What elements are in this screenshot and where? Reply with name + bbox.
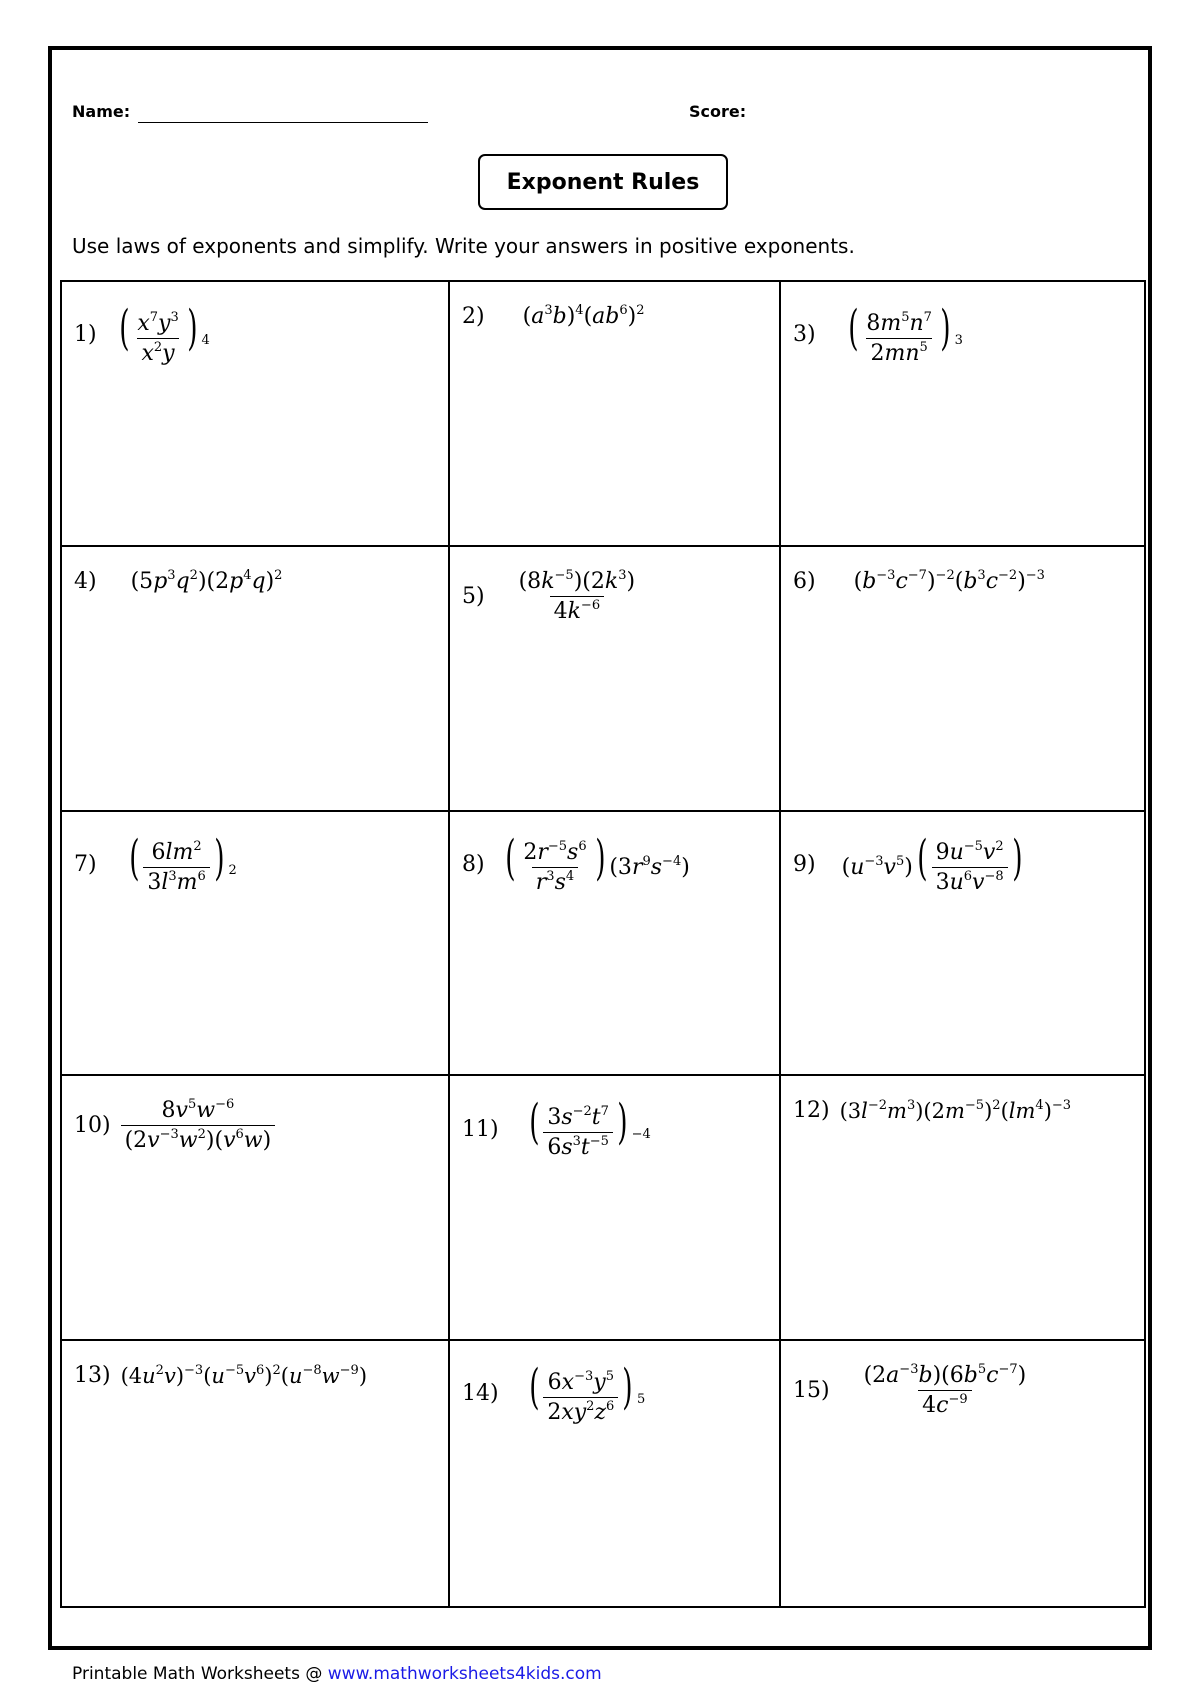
name-label: Name: [72, 102, 131, 121]
problem-cell [62, 812, 450, 1077]
problem-number: 5) [462, 583, 485, 609]
problem-expression: $\frac{8v^5w^{-6}}{(2v^{-3}w^2)(v^6w)}$ [121, 1098, 276, 1153]
problem [793, 1363, 1030, 1418]
problem [74, 569, 282, 594]
problem-number: 7) [74, 851, 97, 877]
problem-cell [450, 547, 781, 812]
problem-expression: $(4u^2v)^{-3}(u^{-5}v^6)^2(u^{-8}w^{-9})$ [120, 1362, 368, 1388]
problem [462, 1359, 646, 1425]
problem-number: 11) [462, 1116, 499, 1142]
problem-expression: $(b^{-3}c^{-7})^{-2}(b^3c^{-2})^{-3}$ [853, 567, 1045, 594]
problem-expression: $(3l^{-2}m^3)(2m^{-5})^2(lm^4)^{-3}$ [839, 1097, 1072, 1123]
problem-cell [450, 1076, 781, 1341]
problem-grid [60, 280, 1146, 1608]
problem-cell [781, 547, 1144, 812]
problem-expression: ( $\frac{6lm^2}{3l^3m^6}$ ) 2 [128, 829, 237, 896]
problem [74, 1098, 275, 1153]
problem-number: 6) [793, 568, 816, 594]
problem [74, 829, 237, 896]
problem-expression: $\frac{(8k^{-5})(2k^3)}{4k^{-6}}$ [518, 567, 636, 624]
footer [72, 1664, 602, 1684]
problem-cell [781, 282, 1144, 547]
problem-expression: ( $\frac{3s^{-2}t^7}{6s^3t^{-5}}$ ) −4 [528, 1094, 651, 1160]
problem-number: 12) [793, 1098, 830, 1124]
problem-expression: $(5p^3q^2)(2p^4q)^2$ [130, 567, 283, 594]
problem-cell [62, 547, 450, 812]
instructions: Use laws of exponents and simplify. Write your answers in positive exponents. [72, 234, 855, 258]
problem-cell [62, 1341, 450, 1606]
problem-expression: ( $\frac{x^7y^3}{x^2y}$ ) 4 [118, 300, 210, 366]
problem-cell [62, 1076, 450, 1341]
name-blank-line[interactable] [138, 122, 428, 123]
problem-expression: $(u^{-3}v^5)$( $\frac{9u^{-5}v^2}{3u^6v^{-8}}$ ) [841, 829, 1023, 896]
problem [462, 1094, 651, 1160]
problem-number: 15) [793, 1378, 830, 1404]
worksheet-title: Exponent Rules [478, 154, 728, 210]
problem-cell [450, 282, 781, 547]
problem-cell [450, 812, 781, 1077]
problem-number: 13) [74, 1363, 111, 1389]
problem-cell [781, 1076, 1144, 1341]
problem-number: 4) [74, 568, 97, 594]
problem-number: 1) [74, 322, 97, 348]
problem [793, 829, 1026, 896]
problem [74, 1363, 367, 1388]
problem-cell [450, 1341, 781, 1606]
problem-expression: ( $\frac{6x^{-3}y^5}{2xy^2z^6}$ ) 5 [528, 1359, 646, 1425]
problem-number: 10) [74, 1113, 111, 1139]
problem-expression: ( $\frac{8m^5n^7}{2mn^5}$ ) 3 [847, 300, 963, 366]
problem [462, 569, 639, 624]
problem-cell [781, 1341, 1144, 1606]
problem-expression: $(a^3b)^4(ab^6)^2$ [522, 303, 645, 329]
problem [793, 569, 1045, 594]
problem [793, 1098, 1071, 1123]
problem-cell [781, 812, 1144, 1077]
problem-number: 3) [793, 322, 816, 348]
problem-number: 2) [462, 304, 485, 329]
score-label: Score: [689, 102, 747, 121]
problem [462, 829, 690, 896]
problem-number: 9) [793, 851, 816, 877]
problem [74, 300, 210, 366]
problem-cell [62, 282, 450, 547]
problem [462, 304, 645, 329]
footer-text: Printable Math Worksheets @ [72, 1664, 328, 1684]
problem [793, 300, 963, 366]
problem-expression: ( $\frac{2r^{-5}s^6}{r^3s^4}$ ) $(3r^9s^{-4})$ [504, 829, 690, 896]
footer-link[interactable]: www.mathworksheets4kids.com [327, 1664, 602, 1684]
problem-number: 8) [462, 851, 485, 877]
problem-number: 14) [462, 1381, 499, 1407]
problem-expression: $\frac{(2a^{-3}b)(6b^5c^{-7})}{4c^{-9}}$ [863, 1362, 1027, 1419]
